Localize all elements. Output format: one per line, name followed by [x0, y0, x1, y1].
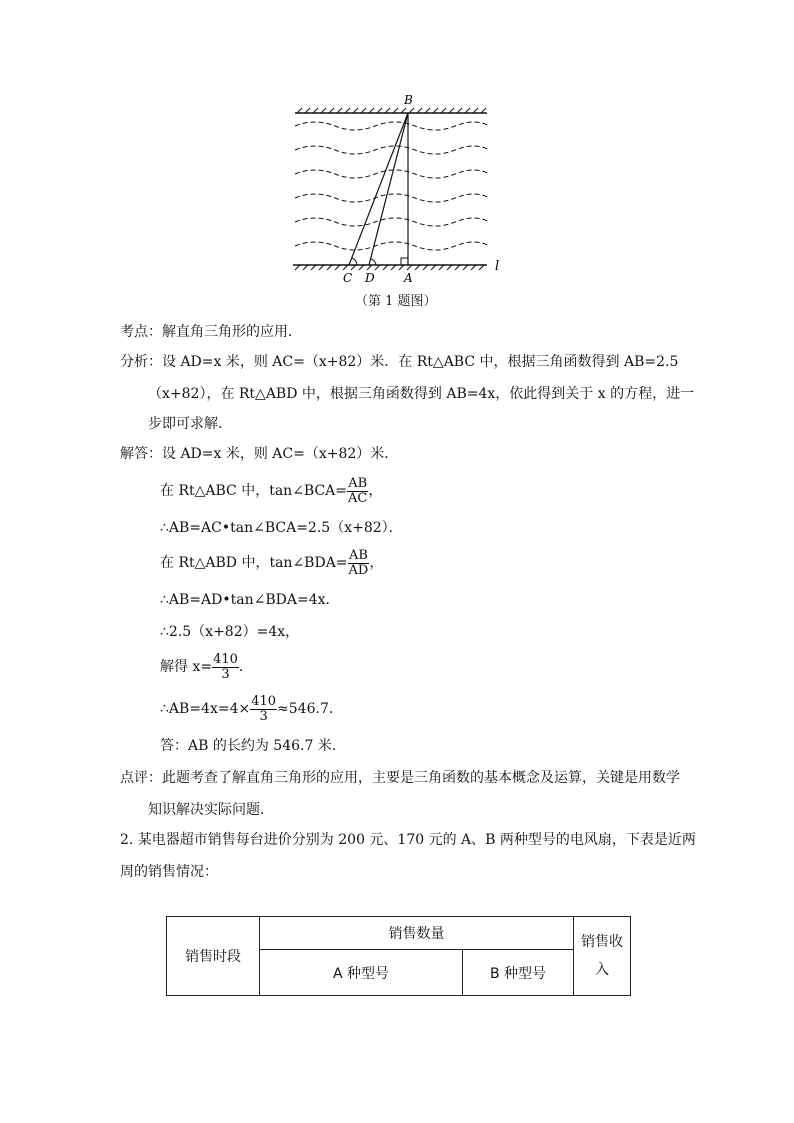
- fraction-ab-ad: [348, 549, 370, 578]
- step8-prefix: ∴AB=4x=4×: [160, 701, 251, 717]
- fraction-ab-ac: [347, 477, 368, 506]
- label-A: A: [404, 271, 413, 285]
- kaodian-line: [120, 322, 302, 342]
- fraction-410-3: [212, 653, 239, 682]
- header-income: 销售收入: [574, 917, 631, 996]
- fraction-410-3-b: [250, 695, 277, 724]
- angle-arc-D: [371, 259, 376, 265]
- step7-prefix: 解得 x=: [160, 659, 213, 675]
- label-D: D: [365, 271, 375, 285]
- fenxi-text-1: 设 AD=x 米，则 AC=（x+82）米．在 Rt△ABC 中，根据三角函数得到 AB=2.5: [162, 354, 679, 370]
- kaodian-text: 解直角三角形的应用．: [162, 324, 302, 340]
- step7-suffix: ．: [238, 659, 253, 675]
- fraction-denominator: AD: [348, 562, 369, 578]
- label-l: l: [495, 259, 500, 274]
- jieda-line-1: [120, 444, 398, 464]
- step2-suffix: ，: [368, 483, 383, 499]
- step2-prefix: 在 Rt△ABC 中，tan∠BCA=: [160, 483, 348, 499]
- angle-arc-C: [352, 258, 357, 265]
- river-triangle-figure: [285, 88, 515, 288]
- fraction-denominator: 3: [221, 666, 230, 682]
- jieda-step-6: ∴2.5（x+82）=4x，: [160, 624, 300, 640]
- water-waves: [295, 122, 490, 250]
- dianping-text-1: 此题考查了解直角三角形的应用，主要是三角函数的基本概念及运算，关键是用数学: [162, 770, 680, 786]
- fenxi-line-2: （x+82），在 Rt△ABD 中，根据三角函数得到 AB=4x，依此得到关于 x 的方程，进一: [148, 386, 695, 402]
- header-period: 销售时段: [167, 917, 260, 996]
- fraction-numerator: 410: [251, 693, 277, 709]
- label-B: B: [404, 93, 413, 107]
- fraction-numerator: 410: [213, 651, 238, 667]
- segment-BD: [369, 113, 408, 265]
- fenxi-line-3: 步即可求解．: [148, 416, 232, 432]
- fraction-denominator: AC: [348, 490, 368, 506]
- jieda-step-8: [160, 690, 343, 728]
- jieda-step-3: ∴AB=AC•tan∠BCA=2.5（x+82）．: [160, 520, 403, 536]
- fraction-numerator: AB: [348, 547, 368, 563]
- jieda-step-1: 设 AD=x 米，则 AC=（x+82）米．: [162, 446, 399, 462]
- header-type-b: B 种型号: [463, 950, 574, 996]
- header-type-a: A 种型号: [260, 950, 463, 996]
- kaodian-label: 考点：: [120, 324, 162, 340]
- dianping-line-1: [120, 768, 680, 788]
- question-2-line-1: 2. 某电器超市销售每台进价分别为 200 元、170 元的 A、B 两种型号的电风扇，下表是近两: [120, 832, 696, 848]
- right-angle-mark: [401, 258, 408, 265]
- fenxi-line-1: [120, 352, 678, 372]
- jieda-label: 解答：: [120, 446, 162, 462]
- sales-table: [166, 916, 631, 996]
- jieda-answer: 答：AB 的长约为 546.7 米．: [160, 738, 346, 754]
- fraction-denominator: 3: [259, 708, 268, 724]
- step8-suffix: ≈546.7．: [277, 701, 343, 717]
- label-C: C: [343, 271, 353, 285]
- jieda-step-2: [160, 472, 382, 510]
- header-qty: 销售数量: [260, 917, 574, 950]
- dianping-line-2: 知识解决实际问题．: [148, 802, 274, 818]
- jieda-step-5: ∴AB=AD•tan∠BDA=4x．: [160, 592, 340, 608]
- figure-caption: （第 1 题图）: [355, 294, 437, 309]
- jieda-step-4: [160, 544, 383, 582]
- fenxi-label: 分析：: [120, 354, 162, 370]
- step4-prefix: 在 Rt△ABD 中，tan∠BDA=: [160, 555, 348, 571]
- jieda-step-7: [160, 648, 253, 686]
- step4-suffix: ，: [369, 555, 384, 571]
- dianping-label: 点评：: [120, 770, 162, 786]
- fraction-numerator: AB: [348, 475, 368, 491]
- question-2-line-2: 周的销售情况：: [120, 864, 218, 880]
